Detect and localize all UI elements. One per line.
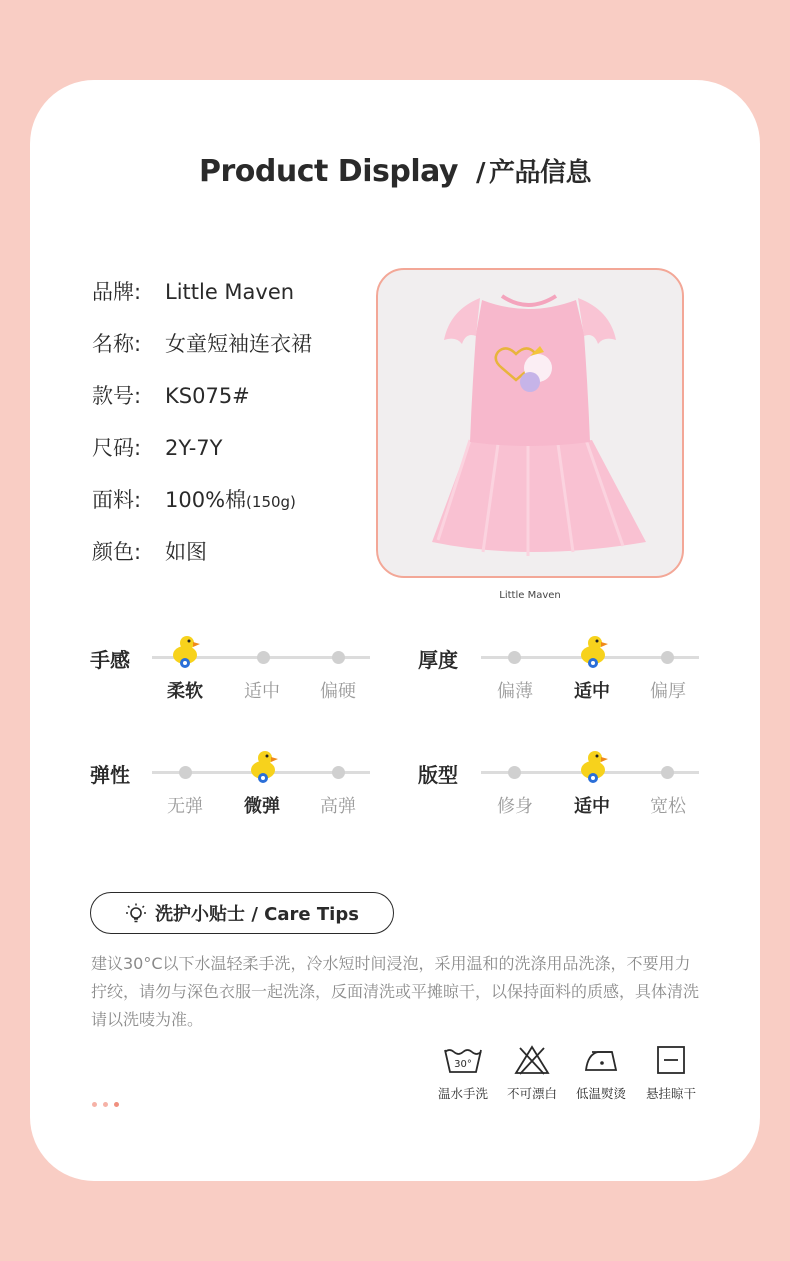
scale-option: 高弹 xyxy=(320,796,356,817)
scale-label: 厚度 xyxy=(418,648,458,672)
scale-option: 适中 xyxy=(574,796,610,817)
page-indicator xyxy=(92,1092,125,1111)
lightbulb-icon xyxy=(125,902,147,924)
wash-30-item xyxy=(428,1044,498,1102)
duck-marker-icon xyxy=(246,748,280,784)
page-title xyxy=(0,152,790,189)
spec-color: 颜色: 如图 xyxy=(92,540,207,564)
care-icon-label: 不可漂白 xyxy=(506,1086,557,1101)
title-en: Product Display xyxy=(199,154,458,189)
scale-dot xyxy=(257,651,270,664)
duck-marker-icon xyxy=(576,633,610,669)
scale-option: 适中 xyxy=(244,681,280,702)
dress-illustration xyxy=(378,270,682,576)
hang-dry-icon xyxy=(654,1044,688,1076)
scale-option: 微弹 xyxy=(244,796,280,817)
title-cn: 产品信息 xyxy=(488,158,591,188)
scale-label: 弹性 xyxy=(90,763,130,787)
scale-dot xyxy=(508,651,521,664)
scale-dot xyxy=(332,766,345,779)
care-icon-label: 悬挂晾干 xyxy=(645,1086,696,1101)
care-instructions-text: 建议30°C以下水温轻柔手洗，冷水短时间浸泡，采用温和的洗涤用品洗涤，不要用力拧绞，请勿与深色衣服一起洗涤，反面清洗或平摊晾干，以保持面料的质感，具体清洗请以洗唛为准。 xyxy=(91,954,700,1029)
no-bleach-icon xyxy=(514,1044,550,1076)
scale-dot xyxy=(661,766,674,779)
scale-option: 偏硬 xyxy=(320,681,356,702)
scale-option: 宽松 xyxy=(650,796,686,817)
duck-marker-icon xyxy=(168,633,202,669)
scale-option: 无弹 xyxy=(167,796,203,817)
scale-option: 偏厚 xyxy=(650,681,686,702)
title-separator: / xyxy=(475,158,485,188)
spec-name: 名称: 女童短袖连衣裙 xyxy=(92,332,312,356)
scale-option: 偏薄 xyxy=(497,681,533,702)
care-tips-label: 洗护小贴士 / Care Tips xyxy=(155,904,359,925)
scale-option: 柔软 xyxy=(167,681,203,702)
low-iron-icon xyxy=(582,1044,620,1076)
scale-dot xyxy=(179,766,192,779)
low-iron-item xyxy=(566,1044,636,1102)
scale-label: 版型 xyxy=(418,763,458,787)
spec-style-no: 款号: KS075# xyxy=(92,384,250,408)
no-bleach-item xyxy=(497,1044,567,1102)
hang-dry-item xyxy=(636,1044,706,1102)
spec-size: 尺码: 2Y-7Y xyxy=(92,436,223,460)
care-icon-label: 低温熨烫 xyxy=(575,1086,626,1101)
scale-dot xyxy=(332,651,345,664)
scale-option: 修身 xyxy=(497,796,533,817)
scale-label: 手感 xyxy=(90,648,130,672)
photo-caption: Little Maven xyxy=(499,590,561,601)
care-tips-pill xyxy=(90,892,394,934)
wash-30-icon xyxy=(443,1044,483,1076)
scale-dot xyxy=(661,651,674,664)
scale-dot xyxy=(508,766,521,779)
scale-option: 适中 xyxy=(574,681,610,702)
spec-fabric: 面料: 100%棉(150g) xyxy=(92,488,296,512)
care-icon-label: 温水手洗 xyxy=(437,1086,488,1101)
product-photo xyxy=(376,268,684,578)
svg-text:30°: 30° xyxy=(454,1059,472,1070)
spec-brand: 品牌: Little Maven xyxy=(92,280,295,304)
duck-marker-icon xyxy=(576,748,610,784)
